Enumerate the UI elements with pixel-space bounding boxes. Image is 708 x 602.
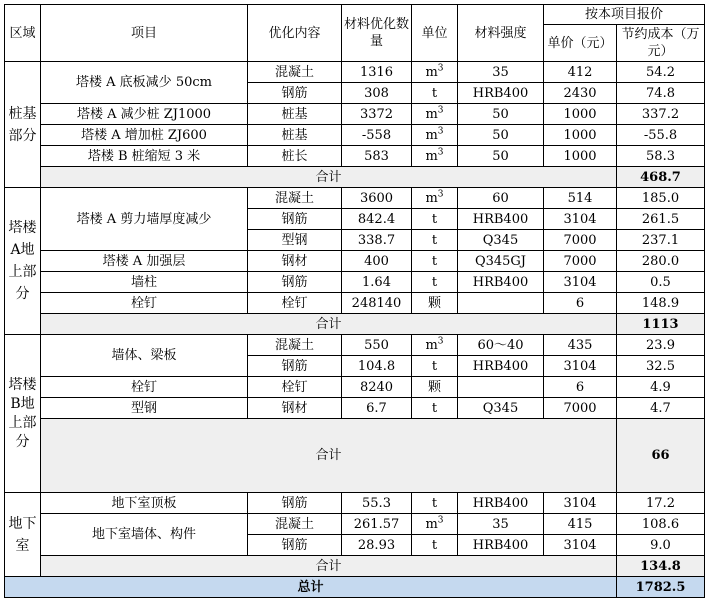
header-content: 优化内容 [248,5,342,62]
qty-cell: 583 [342,146,412,167]
unit-text: m [425,516,438,532]
saving-cell: 17.2 [617,493,705,514]
item-cell: 塔楼 A 增加桩 ZJ600 [41,125,248,146]
content-cell: 钢筋 [248,493,342,514]
price-cell: 514 [544,188,617,209]
unit-cell [412,293,458,314]
qty-cell: 6.7 [342,398,412,419]
header-region: 区域 [5,5,41,62]
price-cell: 3104 [544,209,617,230]
unit-cell [412,125,458,146]
item-cell: 塔楼 B 桩缩短 3 米 [41,146,248,167]
unit-text: t [431,358,438,374]
header-price: 单价（元） [544,25,617,62]
table-row [5,146,705,167]
unit-cell [412,83,458,104]
unit-sup: 3 [437,147,444,158]
price-cell: 3104 [544,356,617,377]
region-pile: 桩基部分 [5,62,41,188]
qty-cell: 261.57 [342,514,412,535]
content-cell: 钢筋 [248,83,342,104]
subtotal-label: 合计 [41,556,617,577]
saving-cell: 185.0 [617,188,705,209]
saving-cell: 32.5 [617,356,705,377]
unit-text: m [425,127,438,143]
table-row [5,104,705,125]
qty-cell: 28.93 [342,535,412,556]
price-cell: 435 [544,335,617,356]
unit-text: 颗 [427,379,441,395]
saving-cell: 58.3 [617,146,705,167]
unit-cell [412,272,458,293]
unit-sup: 3 [437,63,444,74]
strength-cell: HRB400 [458,209,544,230]
item-cell: 墙体、梁板 [41,335,248,377]
qty-cell: 104.8 [342,356,412,377]
content-cell: 混凝土 [248,62,342,83]
grand-total-row [5,577,705,598]
unit-text: t [431,274,438,290]
price-cell: 6 [544,377,617,398]
saving-cell: 337.2 [617,104,705,125]
unit-text: m [425,64,438,80]
content-cell: 钢筋 [248,535,342,556]
saving-cell: 108.6 [617,514,705,535]
price-cell: 3104 [544,272,617,293]
subtotal-label: 合计 [41,314,617,335]
qty-cell: 842.4 [342,209,412,230]
saving-cell: 54.2 [617,62,705,83]
header-row-1 [5,5,705,25]
subtotal-label: 合计 [41,419,617,493]
item-cell: 塔楼 A 加强层 [41,251,248,272]
unit-sup: 3 [437,126,444,137]
qty-cell: 1316 [342,62,412,83]
region-tower-b: 塔楼B地上部分 [5,335,41,493]
subtotal-label: 合计 [41,167,617,188]
content-cell: 混凝土 [248,335,342,356]
unit-sup: 3 [437,105,444,116]
unit-cell [412,209,458,230]
price-cell: 415 [544,514,617,535]
unit-cell [412,104,458,125]
strength-cell: 35 [458,514,544,535]
item-cell: 地下室墙体、构件 [41,514,248,556]
item-cell: 地下室顶板 [41,493,248,514]
saving-cell: 261.5 [617,209,705,230]
table-row [5,377,705,398]
content-cell: 型钢 [248,230,342,251]
unit-cell [412,398,458,419]
cost-saving-table [4,4,705,598]
content-cell: 钢筋 [248,272,342,293]
strength-cell: 50 [458,104,544,125]
strength-cell [458,377,544,398]
grand-total-label: 总计 [5,577,617,598]
strength-cell: HRB400 [458,356,544,377]
saving-cell: 280.0 [617,251,705,272]
table-row [5,493,705,514]
saving-cell: 4.9 [617,377,705,398]
price-cell: 7000 [544,230,617,251]
content-cell: 桩长 [248,146,342,167]
region-tower-a: 塔楼A地上部分 [5,188,41,335]
strength-cell: 60～40 [458,335,544,356]
table-row [5,293,705,314]
unit-text: t [431,232,438,248]
strength-cell: 35 [458,62,544,83]
price-cell: 412 [544,62,617,83]
unit-text: m [425,148,438,164]
header-strength: 材料强度 [458,5,544,62]
qty-cell: 3600 [342,188,412,209]
price-cell: 3104 [544,493,617,514]
subtotal-row-tower-b [5,419,705,493]
saving-cell: 74.8 [617,83,705,104]
content-cell: 混凝土 [248,188,342,209]
unit-cell [412,251,458,272]
unit-sup: 3 [437,336,444,347]
price-cell: 2430 [544,83,617,104]
header-qty: 材料优化数量 [342,5,412,62]
price-cell: 1000 [544,146,617,167]
strength-cell: 50 [458,146,544,167]
unit-cell [412,493,458,514]
header-unit: 单位 [412,5,458,62]
table-row [5,251,705,272]
price-cell: 3104 [544,535,617,556]
strength-cell: HRB400 [458,83,544,104]
strength-cell: Q345 [458,230,544,251]
header-item: 项目 [41,5,248,62]
saving-cell: 4.7 [617,398,705,419]
unit-sup: 3 [437,515,444,526]
unit-cell [412,356,458,377]
subtotal-row-pile [5,167,705,188]
subtotal-value: 468.7 [617,167,705,188]
subtotal-value: 66 [617,419,705,493]
content-cell: 栓钉 [248,293,342,314]
content-cell: 钢材 [248,251,342,272]
content-cell: 桩基 [248,125,342,146]
subtotal-row-tower-a [5,314,705,335]
unit-text: t [431,211,438,227]
strength-cell: 50 [458,125,544,146]
unit-text: m [425,190,438,206]
strength-cell: Q345GJ [458,251,544,272]
item-cell: 栓钉 [41,377,248,398]
qty-cell: 308 [342,83,412,104]
price-cell: 7000 [544,398,617,419]
qty-cell: 8240 [342,377,412,398]
header-quote: 按本项目报价 [544,5,705,25]
unit-cell [412,146,458,167]
strength-cell: HRB400 [458,535,544,556]
item-cell: 塔楼 A 底板减少 50cm [41,62,248,104]
qty-cell: 55.3 [342,493,412,514]
qty-cell: 400 [342,251,412,272]
grand-total-value: 1782.5 [617,577,705,598]
unit-text: 颗 [427,295,441,311]
item-cell: 型钢 [41,398,248,419]
table-row [5,62,705,83]
saving-cell: -55.8 [617,125,705,146]
table-row [5,335,705,356]
header-saving: 节约成本（万元） [617,25,705,62]
saving-cell: 0.5 [617,272,705,293]
qty-cell: 338.7 [342,230,412,251]
content-cell: 钢材 [248,398,342,419]
item-cell: 墙柱 [41,272,248,293]
content-cell: 钢筋 [248,209,342,230]
subtotal-value: 134.8 [617,556,705,577]
unit-text: t [431,495,438,511]
table-row [5,188,705,209]
region-basement: 地下室 [5,493,41,577]
content-cell: 栓钉 [248,377,342,398]
table-row [5,514,705,535]
saving-cell: 237.1 [617,230,705,251]
price-cell: 6 [544,293,617,314]
qty-cell: 3372 [342,104,412,125]
unit-cell [412,230,458,251]
content-cell: 桩基 [248,104,342,125]
unit-cell [412,335,458,356]
strength-cell: HRB400 [458,272,544,293]
unit-cell [412,377,458,398]
table-row [5,125,705,146]
item-cell: 栓钉 [41,293,248,314]
strength-cell [458,293,544,314]
qty-cell: 550 [342,335,412,356]
item-cell: 塔楼 A 减少桩 ZJ1000 [41,104,248,125]
content-cell: 混凝土 [248,514,342,535]
unit-text: t [431,253,438,269]
strength-cell: 60 [458,188,544,209]
unit-text: t [431,85,438,101]
unit-text: m [425,106,438,122]
unit-sup: 3 [437,189,444,200]
price-cell: 7000 [544,251,617,272]
table-row [5,398,705,419]
subtotal-value: 1113 [617,314,705,335]
table-row [5,272,705,293]
unit-text: t [431,537,438,553]
unit-cell [412,514,458,535]
unit-cell [412,62,458,83]
qty-cell: 1.64 [342,272,412,293]
qty-cell: -558 [342,125,412,146]
content-cell: 钢筋 [248,356,342,377]
item-cell: 塔楼 A 剪力墙厚度减少 [41,188,248,251]
saving-cell: 9.0 [617,535,705,556]
strength-cell: HRB400 [458,493,544,514]
strength-cell: Q345 [458,398,544,419]
price-cell: 1000 [544,104,617,125]
subtotal-row-basement [5,556,705,577]
qty-cell: 248140 [342,293,412,314]
saving-cell: 23.9 [617,335,705,356]
saving-cell: 148.9 [617,293,705,314]
unit-cell [412,188,458,209]
unit-cell [412,535,458,556]
unit-text: m [425,337,438,353]
unit-text: t [431,400,438,416]
price-cell: 1000 [544,125,617,146]
